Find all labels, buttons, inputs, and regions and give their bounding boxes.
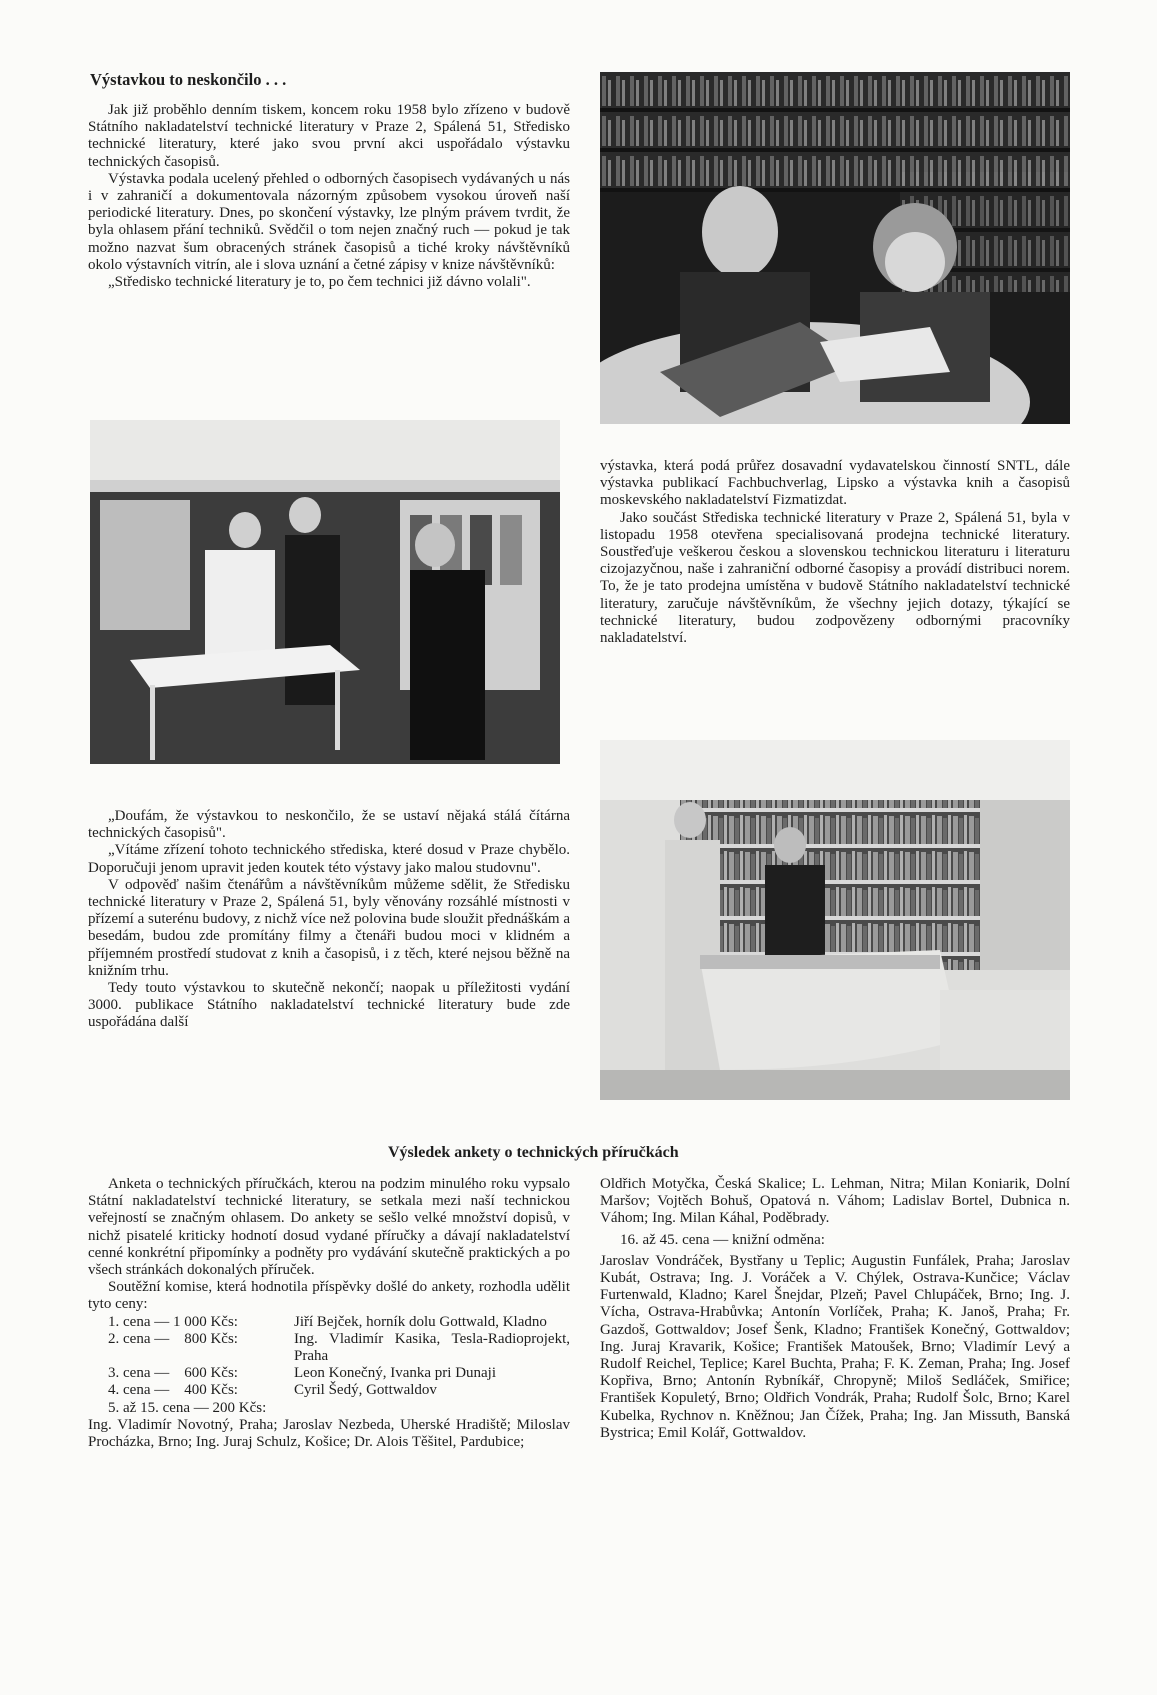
prize-winner: Leon Konečný, Ivanka pri Dunaji (294, 1365, 497, 1382)
prize-row (108, 1382, 570, 1399)
paragraph: „Doufám, že výstavkou to neskončilo, že se ustaví nějaká stálá čítárna technických časopisů". (88, 808, 570, 842)
prize-winner: Ing. Vladimír Kasika, Tesla-Radioprojekt, Praha (294, 1330, 570, 1365)
prize-label: 4. cena — 400 Kčs: (108, 1382, 238, 1399)
paragraph: „Středisko technické literatury je to, po čem technici již dávno volali". (108, 274, 531, 291)
prize-group-label: 5. až 15. cena — 200 Kčs: (108, 1399, 267, 1416)
prize-list (88, 1314, 570, 1417)
winners-list: Jaroslav Vondráček, Bystřany u Teplic; Augustin Funfálek, Praha; Jaroslav Kubát, Ostrava; Ing. J. Voráček a V. Chýlek, Ostrava-Kunčice; Václav Furtenwald, Kladno; Karel Šnejdar, Plzeň; Pavel Chlupáček, Brno; Ing. J. Vícha, Ostrava-Hrabůvka; Antonín Vorlíček, Praha; K. Janoš, Praha; Fr. Gazdoš, Gottwaldov; Josef Šenk, Kladno; František Konečný, Gottwaldov; Ing. Juraj Kravarik, Košice; František Matoušek, Brno; Vladimír Levý a Rudolf Reichel, Teplice; Karel Buchta, Praha; F. K. Zeman, Praha; Ing. Josef Kopřiva, Brno; Antonín Rybníkář, Chropyně; Miloš Sedláček, Smiřice; František Kopuletý, Brno; Oldřich Vondrák, Praha; Rudolf Šolc, Brno; Karel Kubelka, Rychnov n. Kněžnou; Jan Čížek, Praha; Ing. Jan Missuth, Banská Bystrica; Emil Kolář, Gottwaldov. (600, 1252, 1070, 1441)
prize-row (108, 1314, 570, 1331)
article-body-col1-top (88, 102, 570, 291)
paragraph: Anketa o technických příručkách, kterou na podzim minulého roku vypsalo Státní nakladatelství technické literatury, se setkala mezi naší technickou veřejností se značným ohlasem. Do ankety se sešlo velké množství dopisů, v nichž pisatelé kriticky hodnotí dosud vydané příručky a dávají nakladatelství cenné konkrétní připomínky a podněty pro vydávání skutečně praktických a po všech stránkách dokonalých příruček. (88, 1176, 570, 1279)
paragraph: výstavka, která podá průřez dosavadní vydavatelskou činností SNTL, dále výstavka publikací Fachbuchverlag, Lipsko a výstavka knih a časopisů moskevského nakladatelství Fizmatizdat. (600, 458, 1070, 509)
prize-row (108, 1331, 570, 1365)
paragraph: „Vítáme zřízení tohoto technického střediska, které dosud v Praze chybělo. Doporučuji jenom upravit jeden koutek této výstavy jako malou studovnu". (88, 842, 570, 876)
paragraph: Soutěžní komise, která hodnotila příspěvky došlé do ankety, rozhodla udělit tyto ceny: (88, 1279, 570, 1313)
prize-label: 2. cena — 800 Kčs: (108, 1330, 238, 1347)
winners-list: Oldřich Motyčka, Česká Skalice; L. Lehman, Nitra; Milan Koniarik, Dolní Maršov; Vojtěch Bohuš, Opatová n. Váhom; Ladislav Bortel, Dubnica n. Váhom; Ing. Milan Káhal, Poděbrady. (600, 1176, 1070, 1227)
article-heading: Výsledek ankety o technických příručkách (388, 1144, 679, 1161)
paragraph: Jako součást Střediska technické literatury v Praze 2, Spálená 51, byla v listopadu 1958 otevřena specialisovaná prodejna technické literatury. Soustřeďuje veškerou českou a slovenskou technickou literaturu i literaturu cizojazyčnou, naše i zahraniční odborné časopisy a provádí distribuci norem. To, že je tato prodejna umístěna v budově Státního nakladatelství technické literatury, zaručuje návštěvníkům, že všechny jejich dotazy, týkající se technické literatury, budou zodpovězeny odbornými pracovníky nakladatelství. (600, 509, 1070, 647)
paragraph: Jak již proběhlo denním tiskem, koncem roku 1958 bylo zřízeno v budově Státního nakladatelství technické literatury v Praze 2, Spálená 51, Středisko technické literatury, které jako svou první akci uspořádalo výstavku technických časopisů. (88, 102, 570, 170)
prize-row (108, 1365, 570, 1382)
prize-group-label: 16. až 45. cena — knižní odměna: (620, 1231, 825, 1248)
exhibition-photo (90, 420, 560, 764)
prize-label: 1. cena — 1 000 Kčs: (108, 1313, 238, 1330)
survey-col2 (600, 1176, 1070, 1442)
winners-list: Ing. Vladimír Novotný, Praha; Jaroslav Nezbeda, Uherské Hradiště; Miloslav Procházka, Brno; Ing. Juraj Schulz, Košice; Dr. Alois Těšitel, Pardubice; (88, 1416, 570, 1451)
article-body-col2-middle (600, 458, 1070, 647)
prize-winner: Jiří Bejček, horník dolu Gottwald, Kladno (294, 1313, 547, 1330)
paragraph: V odpověď našim čtenářům a návštěvníkům můžeme sdělit, že Středisku technické literatury v Praze 2, Spálená 51, byly věnovány rozsáhlé místnosti v přízemí a suterénu budovy, z nichž více než polovina bude sloužit přednáškám a besedám, budou zde promítány filmy a čtenáři budou moci v klidném a příjemném prostředí studovat z knih a časopisů, i z těch, které nejsou běžně na knižním trhu. (88, 876, 570, 979)
prize-winner: Cyril Šedý, Gottwaldov (294, 1382, 437, 1399)
bookshop-photo (600, 740, 1070, 1100)
survey-col1 (88, 1176, 570, 1451)
paragraph: Výstavka podala ucelený přehled o odborných časopisech vydávaných u nás i v zahraničí a dokumentovala názorným způsobem vysokou úroveň naší periodické literatury. Dnes, po skončení výstavky, lze plným právem tvrdit, že byla ohlasem přání techniků. Svědčil o tom nejen značný ruch — pokud je tak možno nazvat šum obracených stránek časopisů a tiché kroky návštěvníků okolo výstavních vitrín, ale i slova uznání a četné zápisy v knize návštěvníků: (88, 170, 570, 273)
article-body-col1-bottom (88, 808, 570, 1032)
paragraph: Tedy touto výstavkou to skutečně nekončí; naopak u příležitosti vydání 3000. publikace Státního nakladatelství technické literatury bude zde uspořádána další (88, 980, 570, 1031)
prize-label: 3. cena — 600 Kčs: (108, 1365, 238, 1382)
reading-room-photo (600, 72, 1070, 424)
article-heading: Výstavkou to neskončilo . . . (90, 70, 287, 89)
